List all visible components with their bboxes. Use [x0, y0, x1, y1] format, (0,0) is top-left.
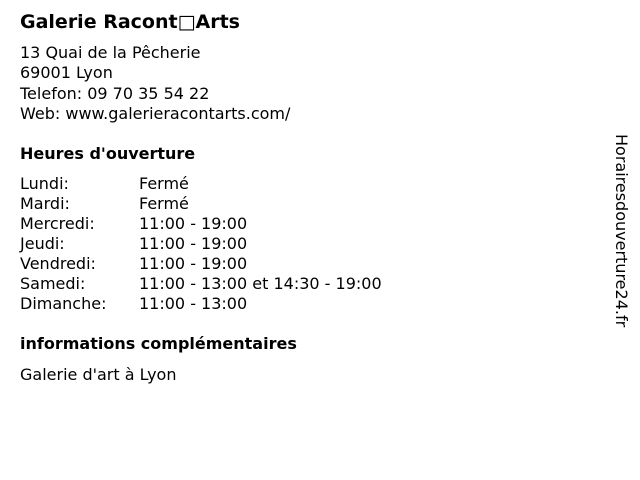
address-block: [20, 43, 290, 124]
day-label: Vendredi:: [20, 254, 96, 273]
day-hours: 11:00 - 19:00: [139, 254, 248, 273]
day-hours: 11:00 - 19:00: [139, 214, 248, 233]
hours-row-tuesday: [20, 194, 382, 214]
day-hours: 11:00 - 13:00: [139, 294, 248, 313]
day-hours: Fermé: [139, 174, 189, 193]
day-hours: 11:00 - 19:00: [139, 234, 248, 253]
site-watermark: Horairesdouverture24.fr: [612, 134, 631, 328]
day-label: Mercredi:: [20, 214, 95, 233]
phone-number: Telefon: 09 70 35 54 22: [20, 83, 210, 103]
day-label: Mardi:: [20, 194, 70, 213]
day-label: Samedi:: [20, 274, 86, 293]
day-label: Lundi:: [20, 174, 69, 193]
day-hours: 11:00 - 13:00 et 14:30 - 19:00: [139, 274, 382, 293]
opening-hours-table: [20, 174, 382, 314]
hours-row-saturday: [20, 274, 382, 294]
day-label: Dimanche:: [20, 294, 107, 313]
hours-row-thursday: [20, 234, 382, 254]
website: Web: www.galerieracontarts.com/: [20, 103, 291, 123]
day-label: Jeudi:: [20, 234, 65, 253]
additional-info-heading: informations complémentaires: [20, 334, 297, 353]
hours-row-wednesday: [20, 214, 382, 234]
hours-row-sunday: [20, 294, 382, 314]
hours-row-friday: [20, 254, 382, 274]
day-hours: Fermé: [139, 194, 189, 213]
page-title: Galerie Racont□Arts: [20, 11, 240, 33]
opening-hours-heading: Heures d'ouverture: [20, 144, 196, 163]
hours-row-monday: [20, 174, 382, 194]
city: 69001 Lyon: [20, 63, 113, 83]
additional-info-text: Galerie d'art à Lyon: [20, 365, 177, 384]
street-address: 13 Quai de la Pêcherie: [20, 43, 201, 62]
